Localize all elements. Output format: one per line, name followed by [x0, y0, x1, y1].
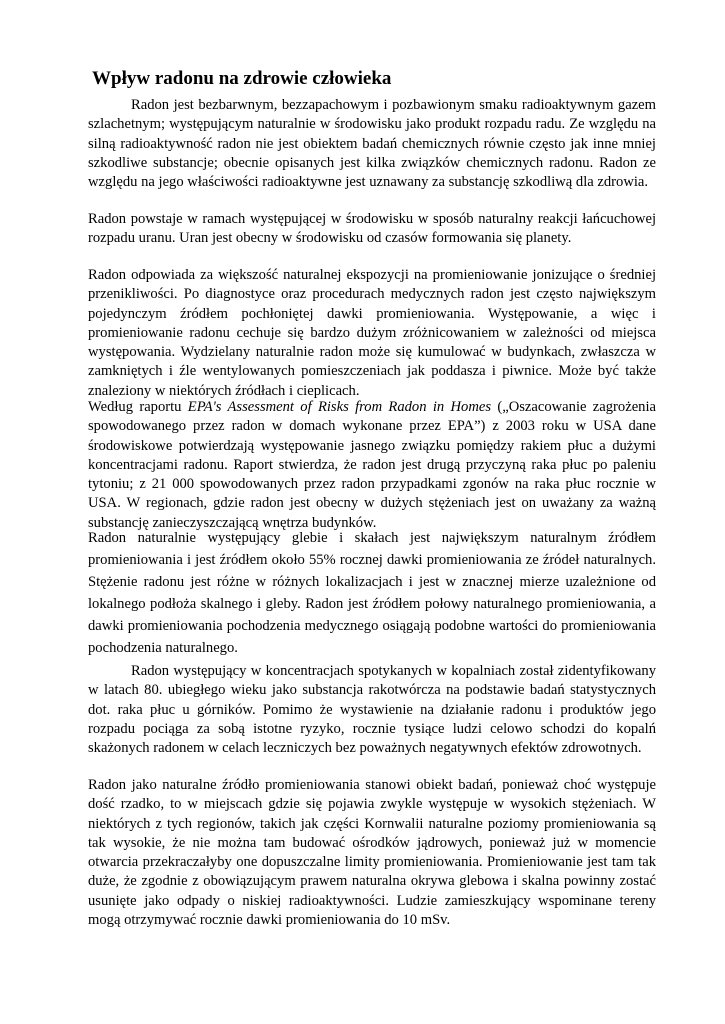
paragraph-7: Radon jako naturalne źródło promieniowania stanowi obiekt badań, ponieważ choć występuje dość rzadko, to w miejscach gdzie się pojawia zwykle występuje w wysokich stężeniach. W niektórych z tych regionów, takich jak części Kornwalii naturalne poziomy promieniowania są tak wysokie, że nie można tam budować ośrodków jądrowych, ponieważ już w momencie otwarcia przekraczałyby one dopuszczalne limity promieniowania. Promieniowanie jest tam tak duże, że zgodnie z obowiązującym prawem naturalna okrywa glebowa i skalna powinny zostać usunięte jako odpady o niskiej radioaktywności. Ludzie zamieszkujący wspominane tereny mogą otrzymywać rocznie dawki promieniowania do 10 mSv. [88, 777, 656, 929]
paragraph-4 [88, 398, 656, 533]
paragraph-2: Radon powstaje w ramach występującej w środowisku w sposób naturalny reakcji łańcuchowej rozpadu uranu. Uran jest obecny w środowisku od czasów formowania się planety. [88, 211, 656, 247]
paragraph-4-end: („Oszacowanie zagrożenia spowodowanego przez radon w domach wykonane przez EPA”) z 2003 roku w USA dane środowiskowe potwierdzają występowanie jasnego związku pomiędzy rakiem płuc a dużymi koncentracjami radonu. Raport stwierdza, że radon jest drugą przyczyną raka płuc po paleniu tytoniu; z 21 000 spowodowanych przez radon przypadkami zgonów na raka płuc rocznie w USA. W regionach, gdzie radon jest obecny w dużych stężeniach jest on uważany za ważną substancję zanieczyszczającą wnętrza budynków. [88, 399, 656, 531]
report-title: EPA's Assessment of Risks from Radon in Homes [187, 399, 492, 415]
paragraph-1: Radon jest bezbarwnym, bezzapachowym i pozbawionym smaku radioaktywnym gazem szlachetnym; występującym naturalnie w środowisku jako produkt rozpadu radu. Ze względu na silną radioaktywność radon nie jest obiektem badań chemicznych równie często jak inne mniej szkodliwe substancje; obecnie opisanych jest kilka związków chemicznych radonu. Radon ze względu na jego właściwości radioaktywne jest uznawany za substancję szkodliwą dla zdrowia. [88, 97, 656, 191]
paragraph-6: Radon występujący w koncentracjach spotykanych w kopalniach został zidentyfikowany w latach 80. ubiegłego wieku jako substancja rakotwórcza na podstawie badań statystycznych dot. raka płuc u górników. Pomimo że wystawienie na działanie radonu i produktów jego rozpadu pociąga za sobą istotne ryzyko, rocznie tysiące ludzi celowo schodzi do kopalń skażonych radonem w celach leczniczych bez poważnych negatywnych efektów zdrowotnych. [88, 663, 656, 757]
paragraph-4-start: Według raportu [88, 399, 188, 415]
paragraph-5: Radon naturalnie występujący glebie i skałach jest największym naturalnym źródłem promieniowania i jest źródłem około 55% rocznej dawki promieniowania ze źródeł naturalnych. Stężenie radonu jest różne w różnych lokalizacjach i jest w znacznej mierze uzależnione od lokalnego podłoża skalnego i gleby. Radon jest źródłem połowy naturalnego promieniowania, a dawki promieniowania pochodzenia medycznego osiągają podobne wartości do promieniowania pochodzenia naturalnego. [88, 530, 656, 656]
document-title: Wpływ radonu na zdrowie człowieka [92, 68, 392, 89]
paragraph-3: Radon odpowiada za większość naturalnej ekspozycji na promieniowanie jonizujące o średniej przenikliwości. Po diagnostyce oraz procedurach medycznych radon jest często największym pojedynczym źródłem pochłoniętej dawki promieniowania. Występowanie, a więc i promieniowanie radonu cechuje się bardzo dużym zróżnicowaniem w zależności od miejsca występowania. Wydzielany naturalnie radon może się kumulować w budynkach, zwłaszcza w zamkniętych i źle wentylowanych pomieszczeniach jak poddasza i piwnice. Może być także znaleziony w niektórych źródłach i cieplicach. [88, 267, 656, 399]
